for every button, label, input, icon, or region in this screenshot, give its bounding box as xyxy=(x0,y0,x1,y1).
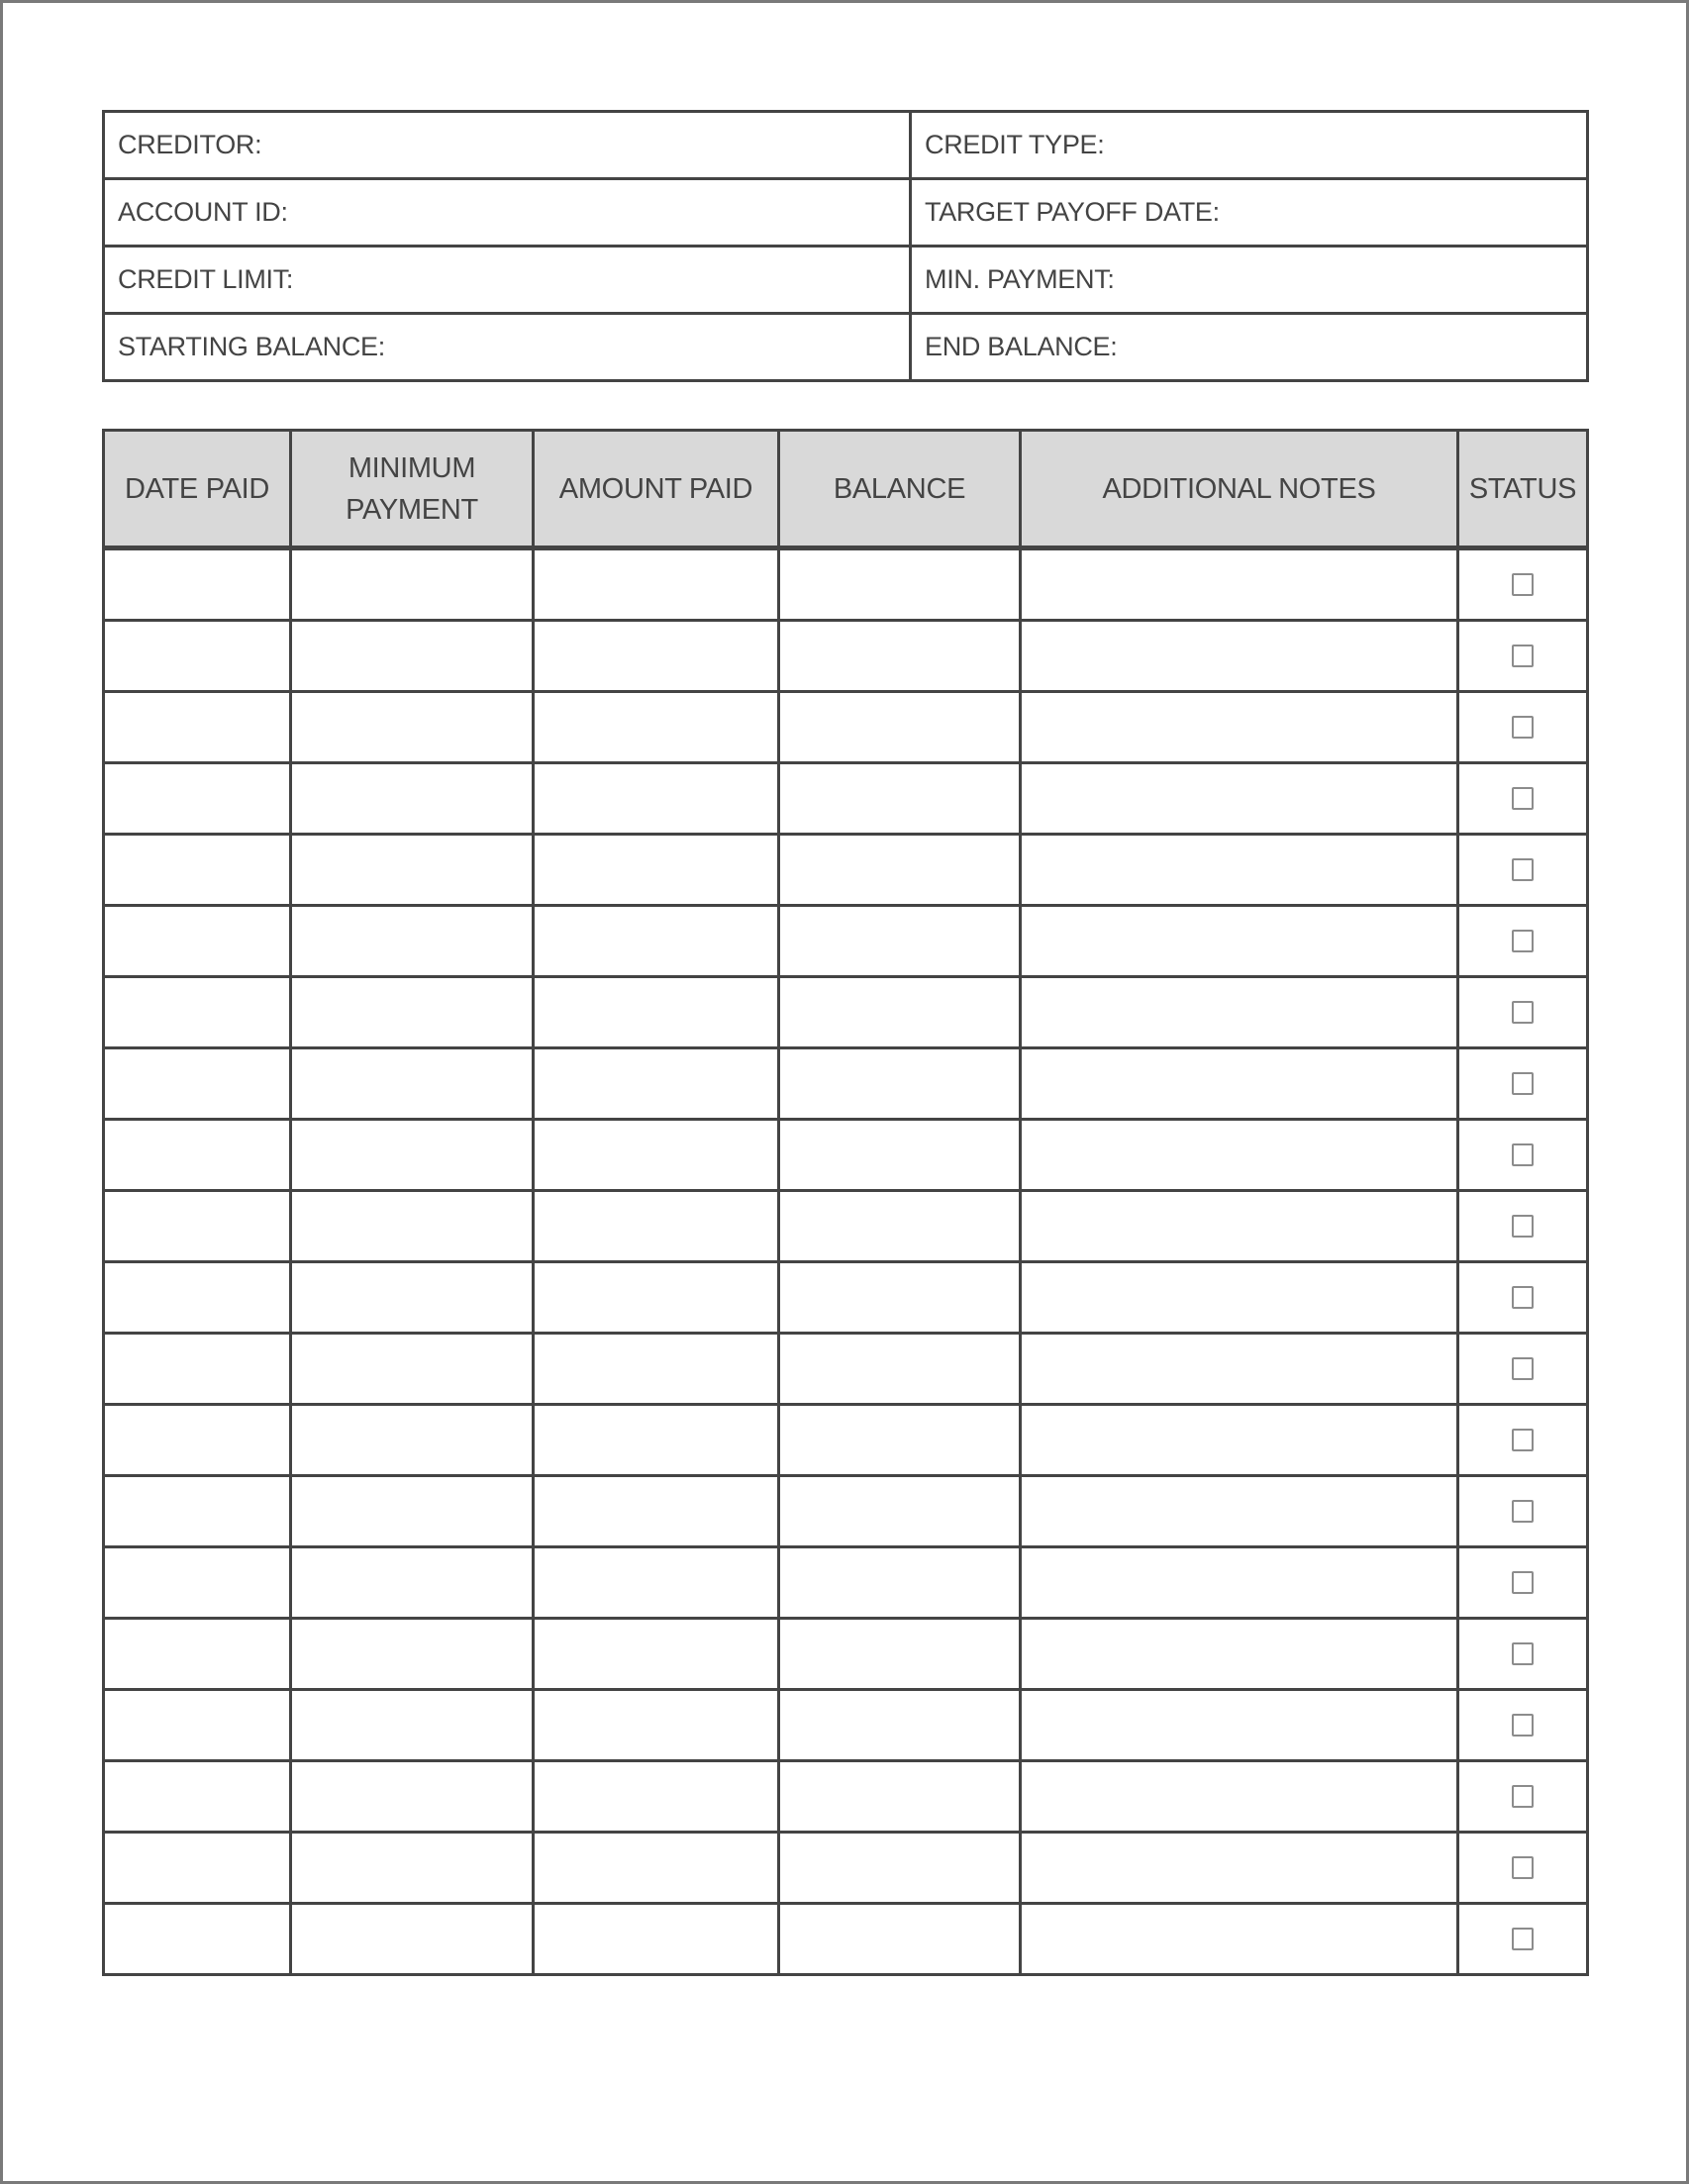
table-row xyxy=(104,1262,1588,1334)
cell-balance[interactable] xyxy=(779,1334,1021,1405)
table-header-row xyxy=(104,431,1588,548)
status-checkbox[interactable] xyxy=(1512,1429,1534,1451)
cell-status xyxy=(1458,1690,1588,1761)
info-row xyxy=(104,314,1588,381)
cell-balance[interactable] xyxy=(779,1833,1021,1904)
status-checkbox[interactable] xyxy=(1512,1856,1534,1879)
header-additional-notes: ADDITIONAL NOTES xyxy=(1021,431,1458,548)
header-balance: BALANCE xyxy=(779,431,1021,548)
cell-amount-paid[interactable] xyxy=(534,1619,779,1690)
cell-balance[interactable] xyxy=(779,1761,1021,1833)
cell-amount-paid[interactable] xyxy=(534,1690,779,1761)
table-row xyxy=(104,835,1588,906)
cell-minimum-payment[interactable] xyxy=(291,977,534,1048)
cell-status xyxy=(1458,1833,1588,1904)
table-row xyxy=(104,1904,1588,1975)
status-checkbox[interactable] xyxy=(1512,1500,1534,1523)
table-row xyxy=(104,548,1588,621)
status-checkbox[interactable] xyxy=(1512,930,1534,952)
cell-status xyxy=(1458,1761,1588,1833)
status-checkbox[interactable] xyxy=(1512,1001,1534,1024)
info-field-credit-limit[interactable] xyxy=(104,247,911,314)
cell-date-paid[interactable] xyxy=(104,1191,291,1262)
cell-date-paid[interactable] xyxy=(104,1476,291,1547)
cell-amount-paid[interactable] xyxy=(534,1761,779,1833)
table-row xyxy=(104,1833,1588,1904)
cell-minimum-payment[interactable] xyxy=(291,1048,534,1120)
cell-balance[interactable] xyxy=(779,835,1021,906)
cell-date-paid[interactable] xyxy=(104,1619,291,1690)
cell-additional-notes[interactable] xyxy=(1021,1334,1458,1405)
cell-status xyxy=(1458,1262,1588,1334)
cell-date-paid[interactable] xyxy=(104,906,291,977)
cell-amount-paid[interactable] xyxy=(534,835,779,906)
cell-date-paid[interactable] xyxy=(104,835,291,906)
table-row xyxy=(104,1690,1588,1761)
cell-amount-paid[interactable] xyxy=(534,1048,779,1120)
cell-status xyxy=(1458,906,1588,977)
info-field-label: MIN. PAYMENT: xyxy=(925,264,1115,294)
cell-additional-notes[interactable] xyxy=(1021,548,1458,621)
status-checkbox[interactable] xyxy=(1512,1928,1534,1950)
info-field-end-balance[interactable] xyxy=(911,314,1588,381)
cell-minimum-payment[interactable] xyxy=(291,1120,534,1191)
table-row xyxy=(104,1476,1588,1547)
info-row xyxy=(104,112,1588,179)
info-row xyxy=(104,247,1588,314)
cell-balance[interactable] xyxy=(779,1547,1021,1619)
status-checkbox[interactable] xyxy=(1512,1215,1534,1238)
cell-balance[interactable] xyxy=(779,906,1021,977)
status-checkbox[interactable] xyxy=(1512,1785,1534,1808)
cell-amount-paid[interactable] xyxy=(534,1476,779,1547)
cell-date-paid[interactable] xyxy=(104,621,291,692)
table-row xyxy=(104,1048,1588,1120)
info-field-starting-balance[interactable] xyxy=(104,314,911,381)
status-checkbox[interactable] xyxy=(1512,1357,1534,1380)
table-row xyxy=(104,1405,1588,1476)
cell-additional-notes[interactable] xyxy=(1021,1547,1458,1619)
cell-status xyxy=(1458,621,1588,692)
cell-status xyxy=(1458,1476,1588,1547)
cell-additional-notes[interactable] xyxy=(1021,1904,1458,1975)
table-row xyxy=(104,621,1588,692)
cell-additional-notes[interactable] xyxy=(1021,1405,1458,1476)
cell-minimum-payment[interactable] xyxy=(291,1833,534,1904)
cell-minimum-payment[interactable] xyxy=(291,1405,534,1476)
cell-date-paid[interactable] xyxy=(104,1904,291,1975)
info-field-label: ACCOUNT ID: xyxy=(118,197,288,227)
cell-date-paid[interactable] xyxy=(104,977,291,1048)
cell-balance[interactable] xyxy=(779,1262,1021,1334)
cell-date-paid[interactable] xyxy=(104,1761,291,1833)
cell-status xyxy=(1458,835,1588,906)
cell-additional-notes[interactable] xyxy=(1021,1476,1458,1547)
table-row xyxy=(104,692,1588,763)
table-row xyxy=(104,1619,1588,1690)
status-checkbox[interactable] xyxy=(1512,1714,1534,1737)
cell-balance[interactable] xyxy=(779,548,1021,621)
cell-status xyxy=(1458,1619,1588,1690)
cell-additional-notes[interactable] xyxy=(1021,1619,1458,1690)
cell-additional-notes[interactable] xyxy=(1021,763,1458,835)
cell-date-paid[interactable] xyxy=(104,1547,291,1619)
status-checkbox[interactable] xyxy=(1512,645,1534,667)
cell-date-paid[interactable] xyxy=(104,1405,291,1476)
cell-minimum-payment[interactable] xyxy=(291,1619,534,1690)
cell-amount-paid[interactable] xyxy=(534,763,779,835)
cell-amount-paid[interactable] xyxy=(534,1547,779,1619)
cell-balance[interactable] xyxy=(779,763,1021,835)
payment-log-table xyxy=(102,429,1589,1976)
status-checkbox[interactable] xyxy=(1512,573,1534,596)
cell-amount-paid[interactable] xyxy=(534,1405,779,1476)
cell-amount-paid[interactable] xyxy=(534,1191,779,1262)
cell-status xyxy=(1458,1120,1588,1191)
status-checkbox[interactable] xyxy=(1512,1642,1534,1665)
status-checkbox[interactable] xyxy=(1512,1143,1534,1166)
cell-balance[interactable] xyxy=(779,621,1021,692)
cell-amount-paid[interactable] xyxy=(534,1904,779,1975)
info-row xyxy=(104,179,1588,247)
cell-date-paid[interactable] xyxy=(104,1334,291,1405)
cell-additional-notes[interactable] xyxy=(1021,692,1458,763)
cell-minimum-payment[interactable] xyxy=(291,1262,534,1334)
cell-balance[interactable] xyxy=(779,977,1021,1048)
info-field-label: END BALANCE: xyxy=(925,332,1118,361)
cell-status xyxy=(1458,548,1588,621)
header-minimum-payment xyxy=(291,431,534,548)
cell-amount-paid[interactable] xyxy=(534,906,779,977)
cell-minimum-payment[interactable] xyxy=(291,1690,534,1761)
cell-date-paid[interactable] xyxy=(104,548,291,621)
account-info-table xyxy=(102,110,1589,382)
cell-date-paid[interactable] xyxy=(104,1048,291,1120)
table-row xyxy=(104,1334,1588,1405)
table-row xyxy=(104,1191,1588,1262)
cell-minimum-payment[interactable] xyxy=(291,835,534,906)
cell-minimum-payment[interactable] xyxy=(291,548,534,621)
table-row xyxy=(104,1547,1588,1619)
cell-balance[interactable] xyxy=(779,1619,1021,1690)
cell-status xyxy=(1458,1405,1588,1476)
header-minimum-line2: PAYMENT xyxy=(346,493,478,526)
cell-minimum-payment[interactable] xyxy=(291,621,534,692)
cell-amount-paid[interactable] xyxy=(534,621,779,692)
cell-additional-notes[interactable] xyxy=(1021,835,1458,906)
cell-minimum-payment[interactable] xyxy=(291,906,534,977)
cell-status xyxy=(1458,977,1588,1048)
cell-date-paid[interactable] xyxy=(104,763,291,835)
cell-status xyxy=(1458,692,1588,763)
status-checkbox[interactable] xyxy=(1512,716,1534,739)
cell-date-paid[interactable] xyxy=(104,692,291,763)
cell-balance[interactable] xyxy=(779,1405,1021,1476)
cell-balance[interactable] xyxy=(779,1690,1021,1761)
header-date-paid: DATE PAID xyxy=(104,431,291,548)
cell-amount-paid[interactable] xyxy=(534,692,779,763)
table-row xyxy=(104,906,1588,977)
cell-additional-notes[interactable] xyxy=(1021,977,1458,1048)
status-checkbox[interactable] xyxy=(1512,1072,1534,1095)
cell-additional-notes[interactable] xyxy=(1021,1048,1458,1120)
header-amount-paid: AMOUNT PAID xyxy=(534,431,779,548)
info-field-label: STARTING BALANCE: xyxy=(118,332,385,361)
cell-balance[interactable] xyxy=(779,692,1021,763)
cell-balance[interactable] xyxy=(779,1120,1021,1191)
cell-balance[interactable] xyxy=(779,1048,1021,1120)
cell-additional-notes[interactable] xyxy=(1021,906,1458,977)
cell-minimum-payment[interactable] xyxy=(291,692,534,763)
cell-date-paid[interactable] xyxy=(104,1262,291,1334)
status-checkbox[interactable] xyxy=(1512,787,1534,810)
cell-minimum-payment[interactable] xyxy=(291,1761,534,1833)
cell-additional-notes[interactable] xyxy=(1021,621,1458,692)
cell-balance[interactable] xyxy=(779,1476,1021,1547)
cell-balance[interactable] xyxy=(779,1191,1021,1262)
cell-amount-paid[interactable] xyxy=(534,1262,779,1334)
cell-balance[interactable] xyxy=(779,1904,1021,1975)
cell-status xyxy=(1458,1191,1588,1262)
info-field-credit-type[interactable] xyxy=(911,112,1588,179)
cell-additional-notes[interactable] xyxy=(1021,1761,1458,1833)
status-checkbox[interactable] xyxy=(1512,858,1534,881)
cell-amount-paid[interactable] xyxy=(534,548,779,621)
info-field-target-payoff-date[interactable] xyxy=(911,179,1588,247)
info-field-label: CREDIT LIMIT: xyxy=(118,264,294,294)
cell-amount-paid[interactable] xyxy=(534,1334,779,1405)
table-row xyxy=(104,763,1588,835)
cell-minimum-payment[interactable] xyxy=(291,1904,534,1975)
cell-additional-notes[interactable] xyxy=(1021,1120,1458,1191)
cell-additional-notes[interactable] xyxy=(1021,1690,1458,1761)
info-field-account-id[interactable] xyxy=(104,179,911,247)
info-field-label: TARGET PAYOFF DATE: xyxy=(925,197,1220,227)
cell-date-paid[interactable] xyxy=(104,1690,291,1761)
info-field-creditor[interactable] xyxy=(104,112,911,179)
cell-status xyxy=(1458,1048,1588,1120)
cell-amount-paid[interactable] xyxy=(534,1120,779,1191)
info-field-min-payment[interactable] xyxy=(911,247,1588,314)
cell-status xyxy=(1458,763,1588,835)
status-checkbox[interactable] xyxy=(1512,1286,1534,1309)
cell-minimum-payment[interactable] xyxy=(291,1191,534,1262)
cell-minimum-payment[interactable] xyxy=(291,1547,534,1619)
cell-minimum-payment[interactable] xyxy=(291,763,534,835)
cell-status xyxy=(1458,1334,1588,1405)
table-row xyxy=(104,1761,1588,1833)
cell-minimum-payment[interactable] xyxy=(291,1334,534,1405)
header-status: STATUS xyxy=(1458,431,1588,548)
table-row xyxy=(104,1120,1588,1191)
table-row xyxy=(104,977,1588,1048)
cell-date-paid[interactable] xyxy=(104,1833,291,1904)
cell-additional-notes[interactable] xyxy=(1021,1833,1458,1904)
info-field-label: CREDITOR: xyxy=(118,130,262,159)
cell-date-paid[interactable] xyxy=(104,1120,291,1191)
cell-amount-paid[interactable] xyxy=(534,977,779,1048)
cell-minimum-payment[interactable] xyxy=(291,1476,534,1547)
cell-amount-paid[interactable] xyxy=(534,1833,779,1904)
status-checkbox[interactable] xyxy=(1512,1571,1534,1594)
cell-status xyxy=(1458,1904,1588,1975)
cell-status xyxy=(1458,1547,1588,1619)
info-field-label: CREDIT TYPE: xyxy=(925,130,1105,159)
cell-additional-notes[interactable] xyxy=(1021,1191,1458,1262)
cell-additional-notes[interactable] xyxy=(1021,1262,1458,1334)
header-minimum-line1: MINIMUM xyxy=(348,451,476,484)
